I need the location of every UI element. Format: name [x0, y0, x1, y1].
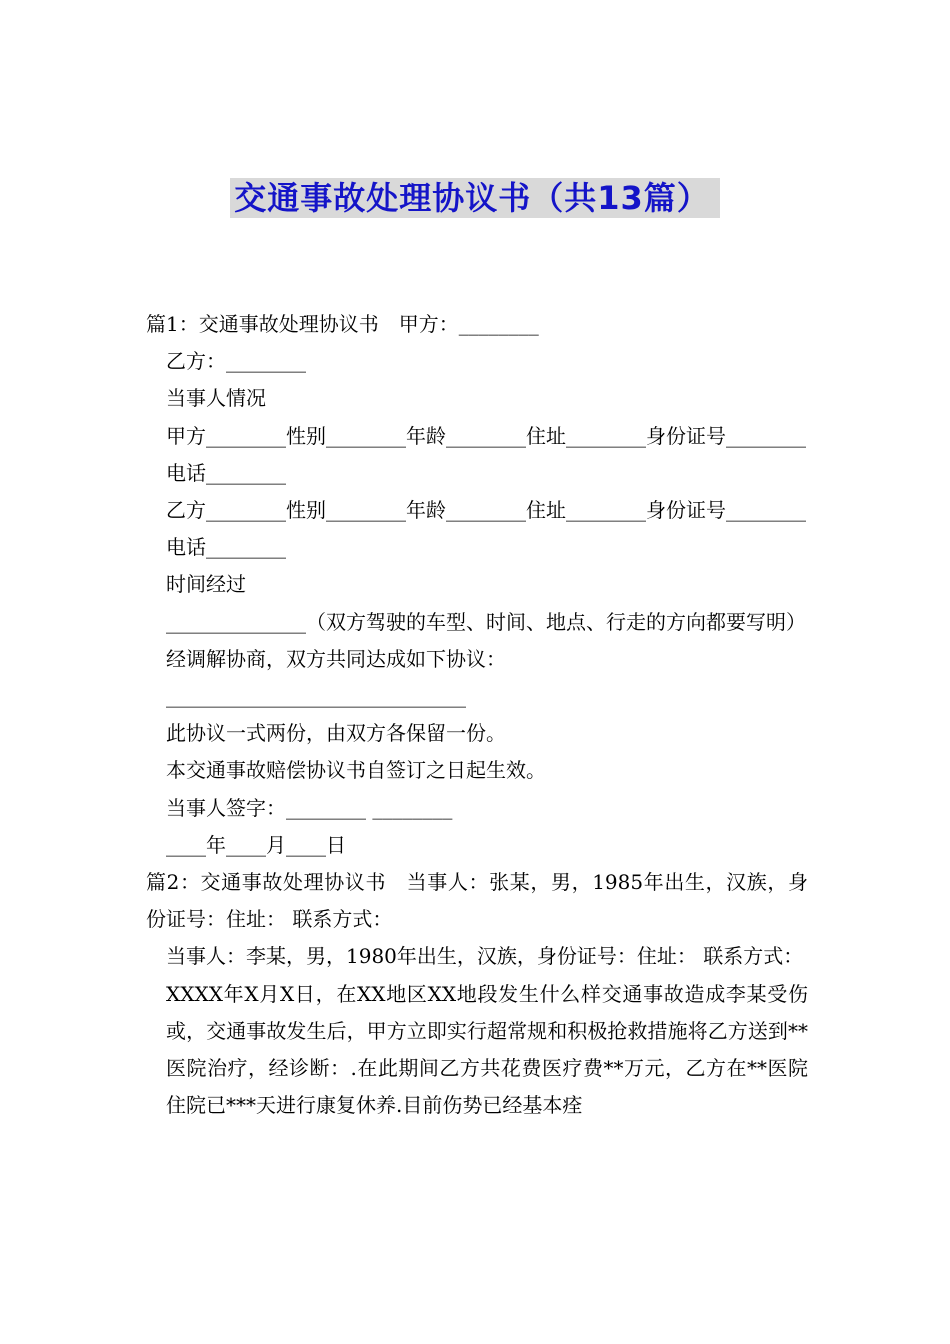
paragraph-7: ______________（双方驾驶的车型、时间、地点、行走的方向都要写明）: [166, 609, 806, 634]
paragraph-16: XXXX年X月X日，在XX地区XX地段发生什么样交通事故造成李某受伤或，交通事故发生后，甲方立即实行超常规和积极抢救措施将乙方送到**医院治疗，经诊断：.在此期间乙方共花费医疗费**万元，乙方在**医院住院已***天进行康复休养.目前伤势已经基本痊: [166, 981, 808, 1118]
title-wrap: [0, 178, 950, 218]
paragraph-1: 篇1：交通事故处理协议书 甲方：________: [146, 312, 539, 336]
paragraph-3: 当事人情况: [166, 386, 266, 411]
paragraph-9: ______________________________: [166, 684, 466, 709]
paragraph-6: 时间经过: [166, 572, 246, 597]
paragraph-4: 甲方________性别________年龄________住址________身份证号________电话________: [166, 423, 806, 485]
paragraph-12: 当事人签字：________ ________: [166, 795, 453, 820]
paragraph-5: 乙方________性别________年龄________住址________身份证号________电话________: [166, 498, 806, 560]
paragraph-15: 当事人：李某，男，1980年出生，汉族，身份证号：住址： 联系方式：: [166, 944, 804, 969]
paragraph-14: 篇2：交通事故处理协议书 当事人：张某，男，1985年出生，汉族，身份证号：住址： 联系方式：: [146, 870, 808, 932]
document-title: 交通事故处理协议书（共13篇）: [230, 178, 720, 218]
paragraph-10: 此协议一式两份，由双方各保留一份。: [166, 721, 506, 746]
paragraph-13: ____年____月____日: [166, 832, 346, 857]
document-body: [146, 306, 808, 1124]
paragraph-2: 乙方：________: [166, 349, 306, 374]
paragraph-11: 本交通事故赔偿协议书自签订之日起生效。: [166, 758, 546, 783]
paragraph-8: 经调解协商，双方共同达成如下协议：: [166, 646, 506, 671]
